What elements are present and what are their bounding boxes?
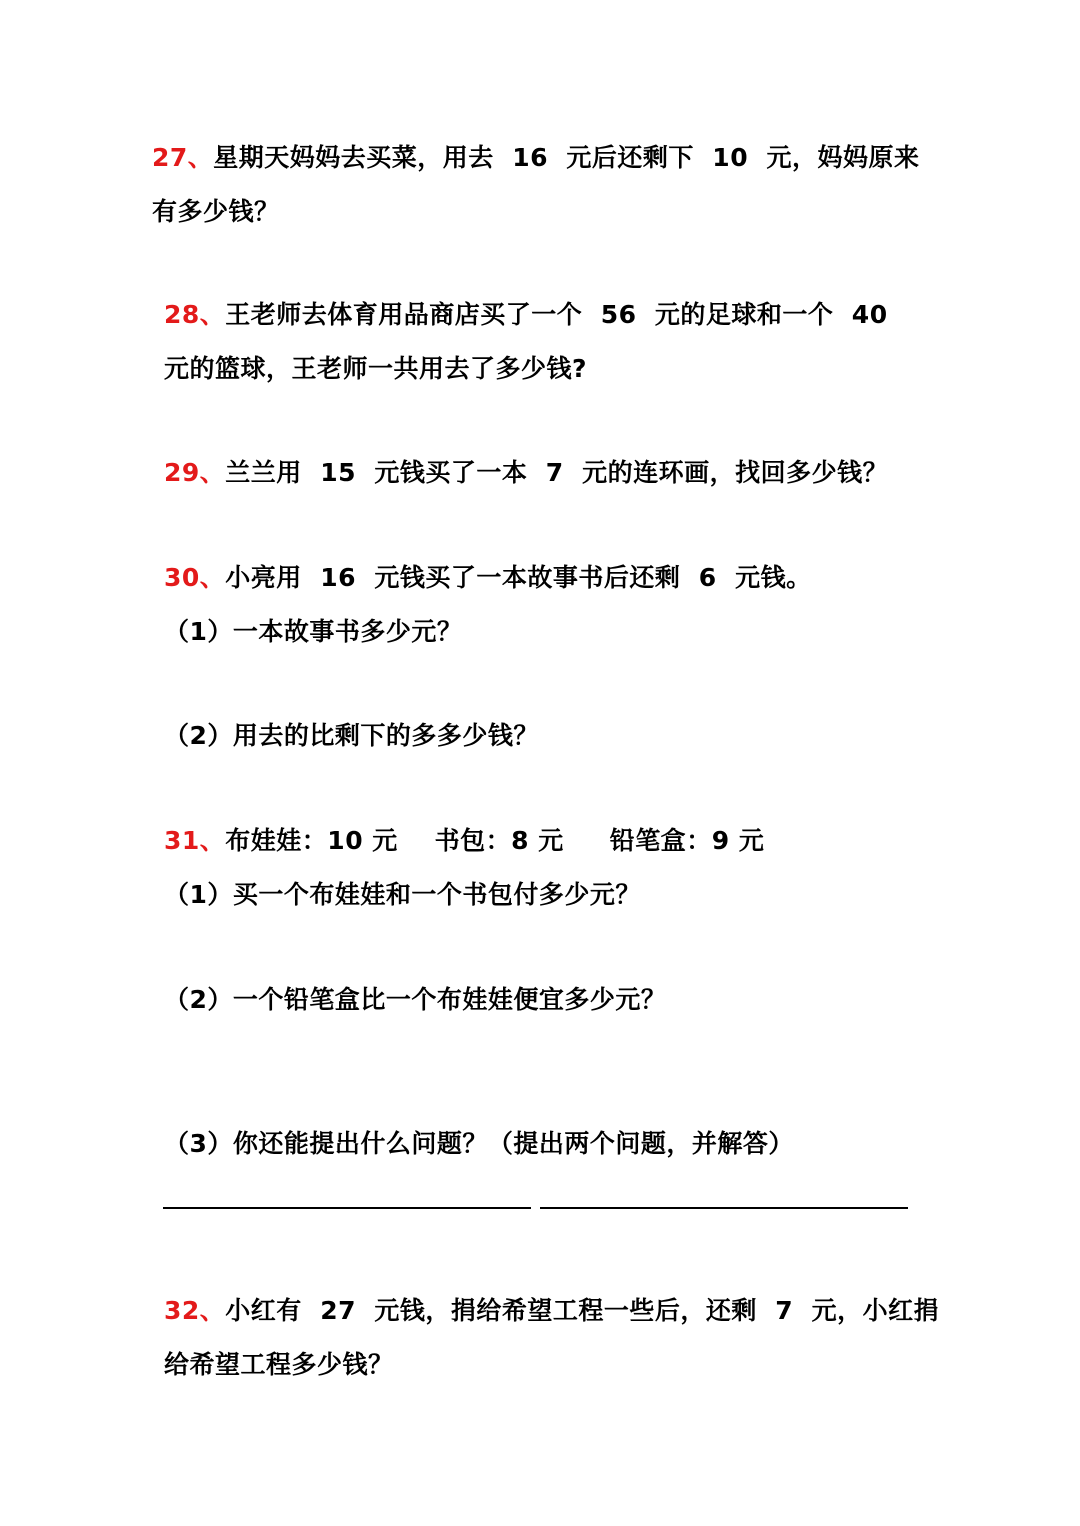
answer-blank-line-1[interactable]: [163, 1207, 531, 1209]
question-31-line-1: [164, 824, 764, 858]
question-32-text: 小红有 27 元钱，捐给希望工程一些后，还剩 7 元，小红捐: [225, 1296, 940, 1325]
question-31-sub-3: （3）你还能提出什么问题？（提出两个问题，并解答）: [164, 1129, 794, 1158]
question-28-line-1: [164, 298, 888, 332]
question-28-number: 28、: [164, 300, 226, 329]
question-32-line-2: 给希望工程多少钱？: [164, 1350, 394, 1379]
question-28-line-2: 元的篮球，王老师一共用去了多少钱?: [164, 354, 588, 383]
question-30-line-1: [164, 561, 812, 595]
question-30-number: 30、: [164, 563, 226, 592]
question-30-text: 小亮用 16 元钱买了一本故事书后还剩 6 元钱。: [225, 563, 812, 592]
question-27-number: 27、: [152, 143, 214, 172]
question-31-sub-1: （1）买一个布娃娃和一个书包付多少元？: [164, 880, 641, 909]
question-31-text: 布娃娃：10 元 书包：8 元 铅笔盒：9 元: [225, 826, 765, 855]
question-28-text: 王老师去体育用品商店买了一个 56 元的足球和一个 40: [225, 300, 888, 329]
question-27-line-2: 有多少钱？: [152, 197, 280, 226]
question-30-sub-1: （1）一本故事书多少元？: [164, 617, 463, 646]
question-29-number: 29、: [164, 458, 226, 487]
question-31-sub-2: （2）一个铅笔盒比一个布娃娃便宜多少元？: [164, 985, 667, 1014]
answer-blank-line-2[interactable]: [540, 1207, 908, 1209]
question-31-number: 31、: [164, 826, 226, 855]
question-30-sub-2: （2）用去的比剩下的多多少钱？: [164, 721, 539, 750]
question-32-line-1: [164, 1294, 939, 1328]
question-29-text: 兰兰用 15 元钱买了一本 7 元的连环画，找回多少钱？: [225, 458, 889, 487]
question-27-line-1: [152, 141, 920, 175]
question-32-number: 32、: [164, 1296, 226, 1325]
question-29-line-1: [164, 456, 888, 490]
question-27-text: 星期天妈妈去买菜，用去 16 元后还剩下 10 元，妈妈原来: [213, 143, 920, 172]
